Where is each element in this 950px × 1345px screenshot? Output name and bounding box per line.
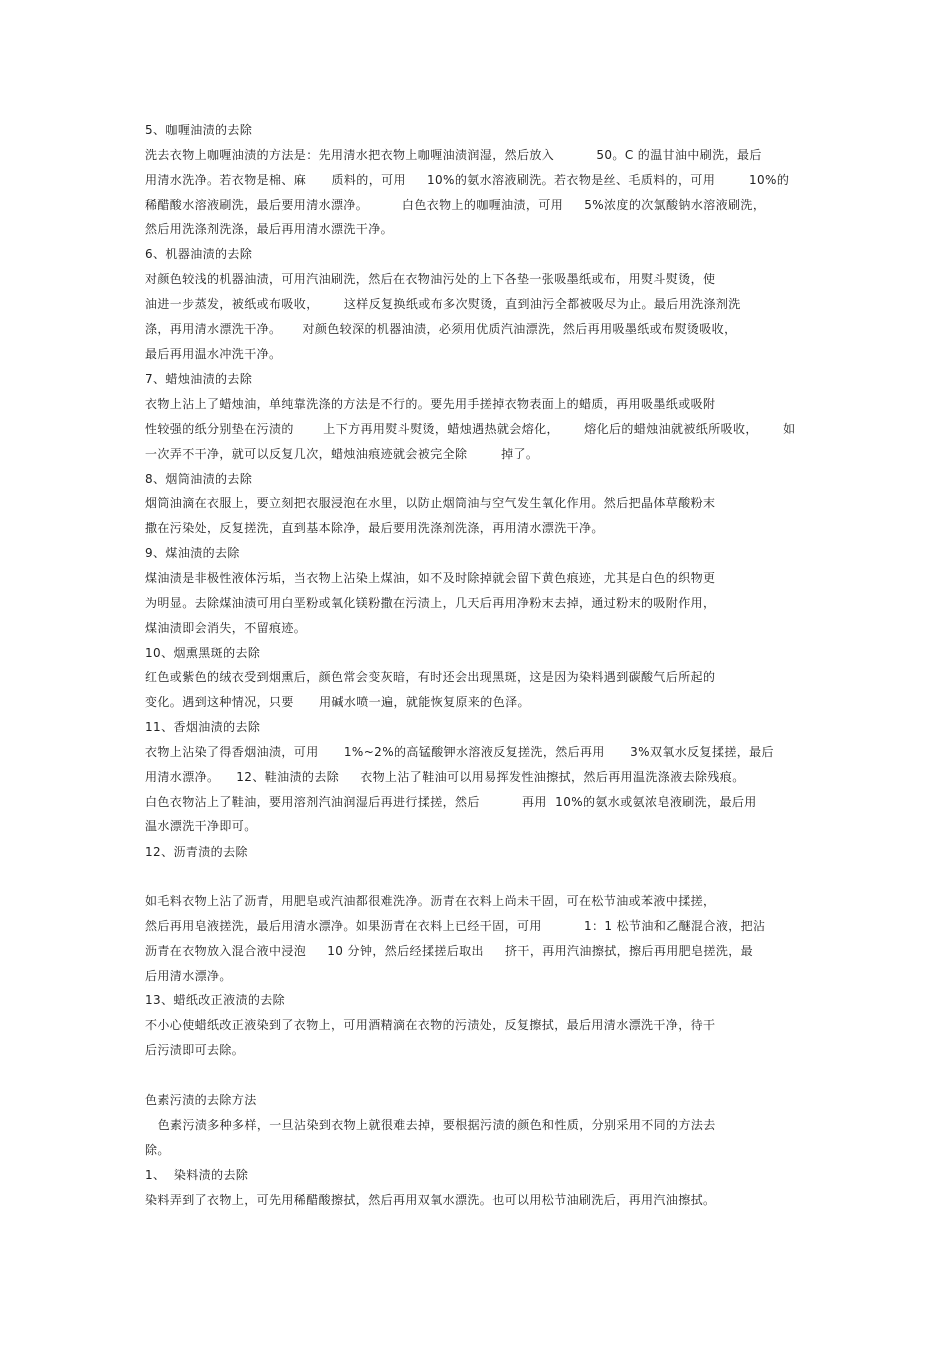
section-heading: 9、煤油渍的去除	[145, 546, 240, 560]
paragraph-line: 后污渍即可去除。	[145, 1043, 245, 1057]
paragraph-line: 洗去衣物上咖喱油渍的方法是：先用清水把衣物上咖喱油渍润湿，然后放入 50。C 的温甘油中刷洗，最后	[145, 148, 762, 162]
section-heading: 11、香烟油渍的去除	[145, 720, 261, 734]
paragraph-line: 色素污渍多种多样，一旦沾染到衣物上就很难去掉，要根据污渍的颜色和性质，分别采用不同的方法去	[145, 1118, 716, 1132]
section-heading: 6、机器油渍的去除	[145, 247, 253, 261]
paragraph-line: 变化。遇到这种情况，只要 用碱水喷一遍，就能恢复原来的色泽。	[145, 695, 530, 709]
section-heading: 12、沥青渍的去除	[145, 845, 248, 859]
paragraph-line: 白色衣物沾上了鞋油，要用溶剂汽油润湿后再进行揉搓，然后 再用 10%的氨水或氨浓皂液刷洗，最后用	[145, 795, 757, 809]
paragraph-line: 染料弄到了衣物上，可先用稀醋酸擦拭，然后再用双氧水漂洗。也可以用松节油刷洗后，再用汽油擦拭。	[145, 1193, 716, 1207]
paragraph-line: 为明显。去除煤油渍可用白垩粉或氧化镁粉撒在污渍上，几天后再用净粉末去掉，通过粉末的吸附作用，	[145, 596, 716, 610]
paragraph-line: 温水漂洗干净即可。	[145, 819, 257, 833]
paragraph-line: 衣物上沾上了蜡烛油，单纯靠洗涤的方法是不行的。要先用手搓掉衣物表面上的蜡质，再用吸墨纸或吸附	[145, 397, 716, 411]
paragraph-line: 稀醋酸水溶液刷洗，最后要用清水漂净。 白色衣物上的咖喱油渍，可用 5%浓度的次氯酸钠水溶液刷洗，	[145, 198, 766, 212]
section-heading: 8、烟筒油渍的去除	[145, 472, 253, 486]
paragraph-line: 红色或紫色的绒衣受到烟熏后，颜色常会变灰暗，有时还会出现黑斑，这是因为染料遇到碳酸气后所起的	[145, 670, 716, 684]
paragraph-line: 最后再用温水冲洗干净。	[145, 347, 282, 361]
paragraph-line: 用清水漂净。 12、鞋油渍的去除 衣物上沾了鞋油可以用易挥发性油擦拭，然后再用温洗涤液去除残痕。	[145, 770, 745, 784]
section-heading: 7、蜡烛油渍的去除	[145, 372, 253, 386]
paragraph-line: 油进一步蒸发，被纸或布吸收， 这样反复换纸或布多次熨烫，直到油污全都被吸尽为止。最后用洗涤剂洗	[145, 297, 741, 311]
paragraph-line: 如毛料衣物上沾了沥青，用肥皂或汽油都很难洗净。沥青在衣料上尚未干固，可在松节油或苯液中揉搓，	[145, 894, 716, 908]
paragraph-line: 不小心使蜡纸改正液染到了衣物上，可用酒精滴在衣物的污渍处，反复擦拭，最后用清水漂洗干净，待干	[145, 1018, 716, 1032]
paragraph-line: 然后再用皂液搓洗，最后用清水漂净。如果沥青在衣料上已经干固，可用 1：1 松节油和乙醚混合液，把沾	[145, 919, 766, 933]
paragraph-line: 后用清水漂净。	[145, 969, 232, 983]
section-heading: 1、 染料渍的去除	[145, 1168, 249, 1182]
section-heading: 5、咖喱油渍的去除	[145, 123, 253, 137]
paragraph-line: 性较强的纸分别垫在污渍的 上下方再用熨斗熨烫，蜡烛遇热就会熔化， 熔化后的蜡烛油就被纸所吸收， 如	[145, 422, 796, 436]
paragraph-line: 衣物上沾染了得香烟油渍，可用 1%~2%的高锰酸钾水溶液反复搓洗，然后再用 3%双氧水反复揉搓，最后	[145, 745, 774, 759]
paragraph-line: 沥青在衣物放入混合液中浸泡 10 分钟，然后经揉搓后取出 挤干，再用汽油擦拭，擦后再用肥皂搓洗，最	[145, 944, 754, 958]
paragraph-line: 除。	[145, 1143, 170, 1157]
paragraph-line: 对颜色较浅的机器油渍，可用汽油刷洗，然后在衣物油污处的上下各垫一张吸墨纸或布，用熨斗熨烫，使	[145, 272, 716, 286]
paragraph-line: 一次弄不干净，就可以反复几次，蜡烛油痕迹就会被完全除 掉了。	[145, 447, 539, 461]
section-heading: 13、蜡纸改正液渍的去除	[145, 993, 286, 1007]
paragraph-line: 然后用洗涤剂洗涤，最后再用清水漂洗干净。	[145, 222, 394, 236]
paragraph-line: 煤油渍是非极性液体污垢，当衣物上沾染上煤油，如不及时除掉就会留下黄色痕迹，尤其是白色的织物更	[145, 571, 716, 585]
paragraph-line: 用清水洗净。若衣物是棉、麻 质料的，可用 10%的氨水溶液刷洗。若衣物是丝、毛质料的，可用 10%的	[145, 173, 790, 187]
paragraph-line: 涤，再用清水漂洗干净。 对颜色较深的机器油渍，必须用优质汽油漂洗，然后再用吸墨纸或布熨烫吸收，	[145, 322, 737, 336]
chapter-heading: 色素污渍的去除方法	[145, 1093, 257, 1107]
paragraph-line: 煤油渍即会消失，不留痕迹。	[145, 621, 307, 635]
paragraph-line: 撒在污染处，反复搓洗，直到基本除净，最后要用洗涤剂洗涤，再用清水漂洗干净。	[145, 521, 604, 535]
section-heading: 10、烟熏黑斑的去除	[145, 646, 261, 660]
paragraph-line: 烟筒油滴在衣服上，要立刻把衣服浸泡在水里，以防止烟筒油与空气发生氧化作用。然后把晶体草酸粉末	[145, 496, 716, 510]
